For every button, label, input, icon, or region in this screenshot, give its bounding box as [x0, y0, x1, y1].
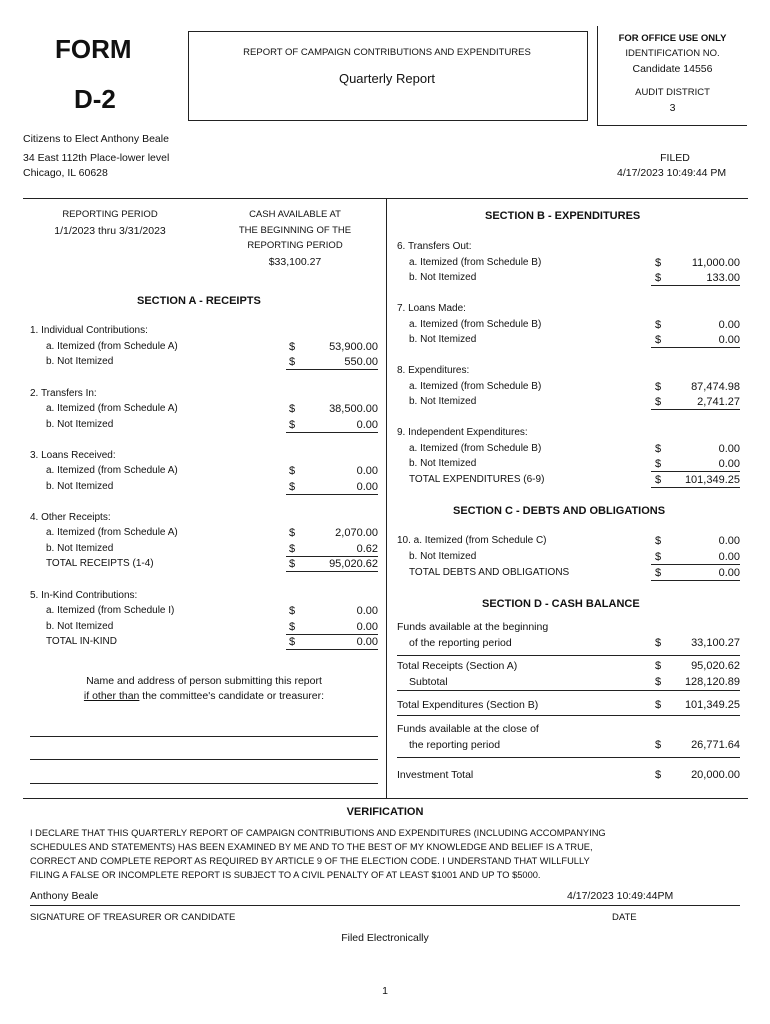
investment-total-dollar: $: [655, 769, 662, 781]
group2-not-itemized-dollar: $: [289, 419, 296, 431]
group9-not-itemized-dollar: $: [655, 458, 662, 470]
filed-date: 4/17/2023 10:49:44 PM: [617, 167, 727, 179]
group1-not-itemized-amount: 550.00: [286, 355, 378, 370]
group6-title: 6. Transfers Out:: [397, 241, 472, 252]
investment-total-label: Investment Total: [397, 769, 474, 781]
group9-not-itemized-amount: 0.00: [651, 457, 740, 472]
section-c-heading: SECTION C - DEBTS AND OBLIGATIONS: [453, 505, 666, 517]
audit-label: AUDIT DISTRICT: [635, 87, 710, 98]
group2-not-itemized-label: b. Not Itemized: [46, 419, 114, 430]
submitter-rest: the committee's candidate or treasurer:: [139, 690, 325, 702]
subtotal-label: Subtotal: [409, 676, 448, 688]
funds-begin-amount: 33,100.27: [691, 637, 740, 649]
group1-not-itemized-dollar: $: [289, 356, 296, 368]
funds-begin-dollar: $: [655, 637, 662, 649]
signature-rule: [30, 905, 740, 906]
group4-not-itemized-amount: 0.62: [286, 542, 378, 557]
group4-itemized-amount: 2,070.00: [335, 527, 378, 539]
submitter-underlined: if other than: [83, 690, 140, 702]
group6-not-itemized-label: b. Not Itemized: [409, 272, 477, 283]
group3-not-itemized-dollar: $: [289, 481, 296, 493]
debts-not-itemized-label: b. Not Itemized: [409, 551, 477, 562]
group4-not-itemized-label: b. Not Itemized: [46, 543, 114, 554]
group7-not-itemized-amount: 0.00: [651, 333, 740, 348]
debts-not-itemized-amount: 0.00: [651, 550, 740, 565]
group8-not-itemized-amount: 2,741.27: [651, 395, 740, 410]
group1-itemized-amount: 53,900.00: [329, 341, 378, 353]
group3-title: 3. Loans Received:: [30, 450, 116, 461]
committee-address-line1: 34 East 112th Place-lower level: [23, 152, 170, 164]
group5-itemized-amount: 0.00: [356, 605, 378, 617]
total-inkind-label: TOTAL IN-KIND: [46, 636, 117, 647]
total-receipts-label: TOTAL RECEIPTS (1-4): [46, 558, 154, 569]
bottom-rule: [23, 798, 748, 799]
verification-text: [30, 826, 750, 882]
total-receipts-d-dollar: $: [655, 660, 662, 672]
group4-title: 4. Other Receipts:: [30, 512, 111, 523]
date-label: DATE: [612, 912, 637, 923]
group6-not-itemized-amount: 133.00: [651, 271, 740, 286]
group1-itemized-label: a. Itemized (from Schedule A): [46, 341, 178, 352]
group2-not-itemized-amount: 0.00: [286, 418, 378, 433]
group5-not-itemized-dollar: $: [289, 621, 296, 633]
total-expenditures-amount: 101,349.25: [651, 473, 740, 488]
office-box-bottom: [597, 125, 747, 126]
signer-name: Anthony Beale: [30, 890, 99, 902]
group8-itemized-amount: 87,474.98: [691, 381, 740, 393]
group7-itemized-amount: 0.00: [718, 319, 740, 331]
verification-line3: CORRECT AND COMPLETE REPORT AS REQUIRED BY ARTICLE 9 OF THE ELECTION CODE. I UNDERSTAND THAT WILLFULLY: [30, 856, 590, 866]
group9-itemized-label: a. Itemized (from Schedule B): [409, 443, 542, 454]
submitter-line-c: [30, 783, 378, 784]
group7-not-itemized-dollar: $: [655, 334, 662, 346]
committee-name: Citizens to Elect Anthony Beale: [23, 133, 169, 145]
group5-itemized-label: a. Itemized (from Schedule I): [46, 605, 175, 616]
funds-close-dollar: $: [655, 739, 662, 751]
group6-itemized-label: a. Itemized (from Schedule B): [409, 257, 542, 268]
subtotal-rule: [397, 690, 740, 691]
verification-line1: I DECLARE THAT THIS QUARTERLY REPORT OF CAMPAIGN CONTRIBUTIONS AND EXPENDITURES (INCLUDING ACCOMPANYING: [30, 828, 606, 838]
report-title: REPORT OF CAMPAIGN CONTRIBUTIONS AND EXPENDITURES: [243, 47, 531, 58]
debts-itemized-label: 10. a. Itemized (from Schedule C): [397, 535, 547, 546]
center-divider: [386, 199, 387, 799]
id-value: Candidate 14556: [632, 63, 713, 75]
committee-address-line2: Chicago, IL 60628: [23, 167, 108, 179]
group6-not-itemized-dollar: $: [655, 272, 662, 284]
debts-total-amount: 0.00: [651, 566, 740, 581]
group3-itemized-label: a. Itemized (from Schedule A): [46, 465, 178, 476]
total-exp-d-dollar: $: [655, 699, 662, 711]
submitter-line1: Name and address of person submitting this report: [86, 675, 322, 687]
section-b-heading: SECTION B - EXPENDITURES: [485, 210, 641, 222]
debts-total-dollar: $: [655, 567, 662, 579]
investment-total-amount: 20,000.00: [691, 769, 740, 781]
funds-close-label2: the reporting period: [409, 739, 501, 751]
group8-title: 8. Expenditures:: [397, 365, 470, 376]
group9-itemized-amount: 0.00: [718, 443, 740, 455]
funds-close-amount: 26,771.64: [691, 739, 740, 751]
section-a-heading: SECTION A - RECEIPTS: [137, 295, 261, 307]
reporting-period-value: 1/1/2023 thru 3/31/2023: [54, 225, 166, 237]
group3-itemized-dollar: $: [289, 465, 296, 477]
funds-begin-label2: of the reporting period: [409, 637, 512, 649]
group7-title: 7. Loans Made:: [397, 303, 466, 314]
submitter-line-b: [30, 759, 378, 760]
group3-not-itemized-amount: 0.00: [286, 480, 378, 495]
form-label: FORM: [55, 34, 132, 64]
verification-heading: VERIFICATION: [346, 806, 424, 818]
group3-not-itemized-label: b. Not Itemized: [46, 481, 114, 492]
group8-not-itemized-label: b. Not Itemized: [409, 396, 477, 407]
group1-not-itemized-label: b. Not Itemized: [46, 356, 114, 367]
funds-begin-rule: [397, 655, 740, 656]
total-inkind-amount: 0.00: [286, 635, 378, 650]
debts-not-itemized-dollar: $: [655, 551, 662, 563]
group2-itemized-label: a. Itemized (from Schedule A): [46, 403, 178, 414]
subtotal-amount: 128,120.89: [684, 676, 740, 688]
office-use-label: FOR OFFICE USE ONLY: [618, 33, 727, 44]
cash-available-line1: CASH AVAILABLE AT: [249, 209, 341, 220]
total-receipts-amount: 95,020.62: [286, 557, 378, 572]
funds-close-label1: Funds available at the close of: [397, 723, 539, 735]
verification-line2: SCHEDULES AND STATEMENTS) HAS BEEN EXAMINED BY ME AND TO THE BEST OF MY KNOWLEDGE AND BELIEF IS A TRUE,: [30, 842, 593, 852]
verification-line4: FILING A FALSE OR INCOMPLETE REPORT IS SUBJECT TO A CIVIL PENALTY OF AT LEAST $1001 AND UP TO $5000.: [30, 870, 541, 880]
group3-itemized-amount: 0.00: [356, 465, 378, 477]
report-type: Quarterly Report: [338, 71, 436, 86]
group2-itemized-dollar: $: [289, 403, 296, 415]
group1-title: 1. Individual Contributions:: [30, 325, 148, 336]
group9-itemized-dollar: $: [655, 443, 662, 455]
debts-total-label: TOTAL DEBTS AND OBLIGATIONS: [409, 567, 570, 578]
group7-itemized-label: a. Itemized (from Schedule B): [409, 319, 542, 330]
group5-itemized-dollar: $: [289, 605, 296, 617]
total-expenditures-dollar: $: [655, 474, 662, 486]
group4-itemized-dollar: $: [289, 527, 296, 539]
total-exp-d-label: Total Expenditures (Section B): [397, 699, 539, 711]
signature-date: 4/17/2023 10:49:44PM: [567, 890, 674, 902]
form-number: D-2: [74, 84, 116, 114]
group9-not-itemized-label: b. Not Itemized: [409, 458, 477, 469]
group2-itemized-amount: 38,500.00: [329, 403, 378, 415]
filed-label: FILED: [660, 152, 690, 164]
office-box-left: [597, 26, 598, 126]
total-inkind-dollar: $: [289, 636, 296, 648]
group8-itemized-dollar: $: [655, 381, 662, 393]
group5-not-itemized-amount: 0.00: [286, 620, 378, 635]
audit-value: 3: [669, 102, 676, 114]
id-label: IDENTIFICATION NO.: [625, 48, 720, 59]
cash-available-value: $33,100.27: [268, 256, 322, 268]
group7-not-itemized-label: b. Not Itemized: [409, 334, 477, 345]
total-exp-d-amount: 101,349.25: [684, 699, 740, 711]
total-receipts-d-amount: 95,020.62: [691, 660, 740, 672]
cash-available-line2: THE BEGINNING OF THE: [238, 225, 352, 236]
group5-title: 5. In-Kind Contributions:: [30, 590, 138, 601]
group8-itemized-label: a. Itemized (from Schedule B): [409, 381, 542, 392]
total-receipts-dollar: $: [289, 558, 296, 570]
funds-close-rule: [397, 757, 740, 758]
group4-itemized-label: a. Itemized (from Schedule A): [46, 527, 178, 538]
total-exp-rule: [397, 715, 740, 716]
group5-not-itemized-label: b. Not Itemized: [46, 621, 114, 632]
filed-electronically: Filed Electronically: [341, 932, 429, 944]
group8-not-itemized-dollar: $: [655, 396, 662, 408]
signature-label: SIGNATURE OF TREASURER OR CANDIDATE: [30, 912, 236, 923]
group9-title: 9. Independent Expenditures:: [397, 427, 528, 438]
group2-title: 2. Transfers In:: [30, 388, 97, 399]
reporting-period-label: REPORTING PERIOD: [62, 209, 158, 220]
group4-not-itemized-dollar: $: [289, 543, 296, 555]
group7-itemized-dollar: $: [655, 319, 662, 331]
total-receipts-d-label: Total Receipts (Section A): [397, 660, 518, 672]
group1-itemized-dollar: $: [289, 341, 296, 353]
total-expenditures-label: TOTAL EXPENDITURES (6-9): [409, 474, 545, 485]
debts-itemized-amount: 0.00: [718, 535, 740, 547]
submitter-line2: [30, 690, 378, 702]
cash-available-line3: REPORTING PERIOD: [247, 240, 343, 251]
funds-begin-label1: Funds available at the beginning: [397, 621, 549, 633]
subtotal-dollar: $: [655, 676, 662, 688]
group6-itemized-amount: 11,000.00: [691, 257, 740, 269]
group6-itemized-dollar: $: [655, 257, 662, 269]
section-d-heading: SECTION D - CASH BALANCE: [482, 598, 640, 610]
debts-itemized-dollar: $: [655, 535, 662, 547]
submitter-line-a: [30, 736, 378, 737]
page-number: 1: [382, 985, 388, 997]
